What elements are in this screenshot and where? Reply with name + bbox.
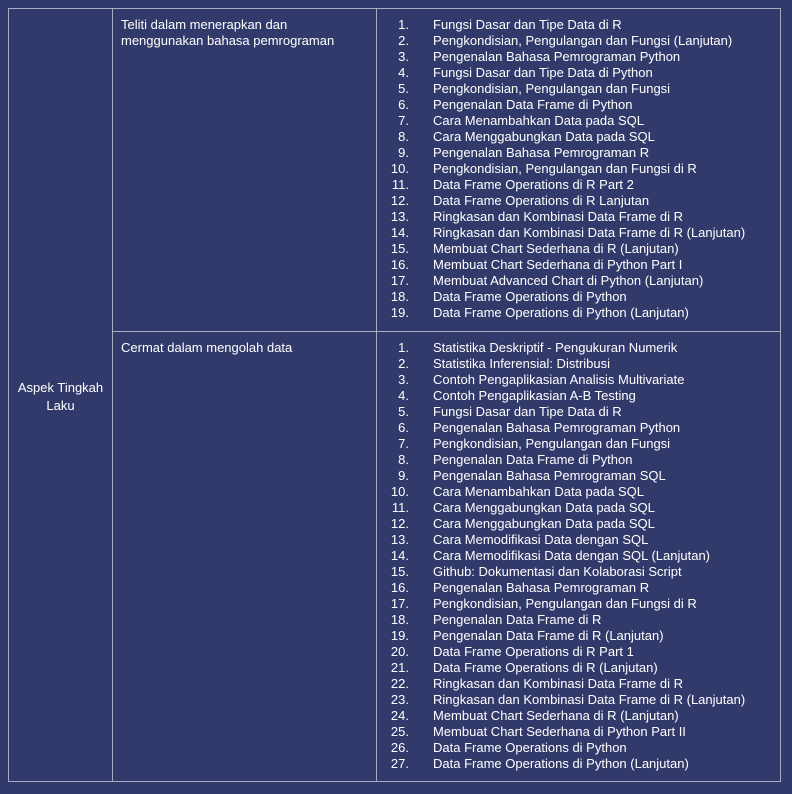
competency-table [8,8,781,782]
list-item-number: 15. [390,564,409,579]
list-item-text: Pengenalan Data Frame di R (Lanjutan) [433,628,664,643]
list-item-number: 9. [398,145,409,160]
list-item [377,644,780,660]
list-item [377,580,780,596]
list-item [377,532,780,548]
list-item-text: Data Frame Operations di Python [433,289,627,304]
list-item [377,404,780,420]
list-item-number: 7. [398,436,409,451]
list-item-number: 23. [390,692,409,707]
list-item-text: Ringkasan dan Kombinasi Data Frame di R [433,209,684,224]
list-item-text: Data Frame Operations di R Part 2 [433,177,634,192]
list-item-number: 8. [398,452,409,467]
list-item-number: 27. [390,756,409,771]
list-item [377,388,780,404]
list-item-text: Data Frame Operations di R Part 1 [433,644,634,659]
list-item-text: Data Frame Operations di Python (Lanjutan) [433,305,689,320]
list-item-text: Pengenalan Data Frame di Python [433,97,633,112]
list-item-text: Cara Memodifikasi Data dengan SQL [433,532,649,547]
list-item-text: Cara Menggabungkan Data pada SQL [433,129,655,144]
list-item-text: Github: Dokumentasi dan Kolaborasi Script [433,564,682,579]
list-item-number: 14. [390,225,409,240]
list-item-text: Pengenalan Data Frame di Python [433,452,633,467]
list-item [377,81,780,97]
list-item [377,209,780,225]
list-item-number: 16. [390,580,409,595]
list-item [377,145,780,161]
list-item-number: 9. [398,468,409,483]
list-item-number: 10. [390,161,409,176]
list-item-text: Data Frame Operations di R Lanjutan [433,193,650,208]
list-item-text: Pengkondisian, Pengulangan dan Fungsi [433,436,671,451]
list-item-number: 18. [390,289,409,304]
list-item-text: Cara Menambahkan Data pada SQL [433,113,645,128]
list-item [377,660,780,676]
list-item-text: Membuat Chart Sederhana di R (Lanjutan) [433,241,679,256]
list-item-text: Statistika Inferensial: Distribusi [433,356,611,371]
topic-list [377,9,780,331]
list-item-text: Pengenalan Bahasa Pemrograman R [433,580,650,595]
list-item [377,708,780,724]
table-row [113,332,780,781]
list-item-text: Data Frame Operations di R (Lanjutan) [433,660,658,675]
list-item-text: Ringkasan dan Kombinasi Data Frame di R (Lanjutan) [433,225,746,240]
list-item-number: 12. [390,516,409,531]
list-item-number: 25. [390,724,409,739]
list-item [377,516,780,532]
list-item-number: 1. [398,340,409,355]
list-item-text: Pengkondisian, Pengulangan dan Fungsi [433,81,671,96]
list-item-number: 7. [398,113,409,128]
list-item-number: 13. [390,209,409,224]
list-item-text: Membuat Chart Sederhana di Python Part I [433,257,683,272]
list-item-number: 5. [398,81,409,96]
list-item-number: 19. [390,305,409,320]
list-item-number: 5. [398,404,409,419]
list-item-text: Data Frame Operations di Python (Lanjutan) [433,756,689,771]
list-item-number: 8. [398,129,409,144]
list-item-number: 24. [390,708,409,723]
list-item-number: 19. [390,628,409,643]
list-item-number: 1. [398,17,409,32]
list-item [377,273,780,289]
list-item [377,372,780,388]
list-item-number: 6. [398,420,409,435]
list-item-text: Cara Memodifikasi Data dengan SQL (Lanjutan) [433,548,710,563]
list-item-number: 3. [398,49,409,64]
list-item [377,161,780,177]
list-item [377,305,780,321]
list-item [377,612,780,628]
list-item [377,257,780,273]
list-item-number: 15. [390,241,409,256]
list-item [377,65,780,81]
list-item-number: 17. [390,273,409,288]
list-item [377,129,780,145]
list-item [377,628,780,644]
list-item-text: Contoh Pengaplikasian Analisis Multivariate [433,372,685,387]
list-item [377,484,780,500]
list-item-text: Pengkondisian, Pengulangan dan Fungsi di R [433,596,697,611]
list-item-number: 4. [398,388,409,403]
criteria-cell: Teliti dalam menerapkan dan menggunakan bahasa pemrograman [113,9,377,331]
list-item-text: Pengkondisian, Pengulangan dan Fungsi di R [433,161,697,176]
list-item-text: Fungsi Dasar dan Tipe Data di R [433,404,622,419]
list-item [377,692,780,708]
list-item-number: 6. [398,97,409,112]
list-item [377,548,780,564]
list-item [377,177,780,193]
table-row [113,9,780,332]
list-item [377,356,780,372]
list-item-number: 11. [391,500,409,515]
list-item-text: Membuat Chart Sederhana di R (Lanjutan) [433,708,679,723]
list-item [377,468,780,484]
list-item-number: 18. [390,612,409,627]
list-item [377,193,780,209]
list-item-text: Pengenalan Bahasa Pemrograman Python [433,49,681,64]
list-item-text: Ringkasan dan Kombinasi Data Frame di R (Lanjutan) [433,692,746,707]
list-item-text: Membuat Advanced Chart di Python (Lanjutan) [433,273,704,288]
list-item-text: Fungsi Dasar dan Tipe Data di R [433,17,622,32]
list-item-text: Cara Menggabungkan Data pada SQL [433,516,655,531]
list-item [377,97,780,113]
list-item [377,17,780,33]
list-item [377,596,780,612]
list-item [377,676,780,692]
list-item-text: Cara Menambahkan Data pada SQL [433,484,645,499]
list-item [377,241,780,257]
list-item-number: 13. [390,532,409,547]
topic-list [377,332,780,781]
list-item-text: Statistika Deskriptif - Pengukuran Numerik [433,340,678,355]
list-item [377,49,780,65]
list-item-text: Ringkasan dan Kombinasi Data Frame di R [433,676,684,691]
list-item [377,756,780,772]
list-item [377,436,780,452]
list-item [377,225,780,241]
list-item-number: 21. [390,660,409,675]
list-item-number: 26. [390,740,409,755]
list-item [377,33,780,49]
criteria-cell: Cermat dalam mengolah data [113,332,377,781]
list-item [377,724,780,740]
list-item-number: 22. [390,676,409,691]
list-item [377,740,780,756]
list-item-text: Pengenalan Bahasa Pemrograman SQL [433,468,666,483]
list-item-number: 16. [390,257,409,272]
list-item-number: 11. [391,177,409,192]
list-item-number: 17. [390,596,409,611]
list-item-number: 10. [390,484,409,499]
aspect-cell [9,9,113,781]
list-item [377,113,780,129]
list-item [377,420,780,436]
list-item-number: 4. [398,65,409,80]
aspect-label: Aspek Tingkah Laku [17,380,104,413]
list-item-text: Pengenalan Data Frame di R [433,612,602,627]
list-item-text: Pengkondisian, Pengulangan dan Fungsi (Lanjutan) [433,33,733,48]
list-item-number: 2. [398,356,409,371]
list-item [377,500,780,516]
list-item-text: Data Frame Operations di Python [433,740,627,755]
list-item-number: 14. [390,548,409,563]
list-item-number: 3. [398,372,409,387]
list-item-number: 20. [390,644,409,659]
list-item-text: Fungsi Dasar dan Tipe Data di Python [433,65,653,80]
list-item-number: 12. [390,193,409,208]
list-item-text: Membuat Chart Sederhana di Python Part II [433,724,686,739]
list-item-number: 2. [398,33,409,48]
list-item [377,452,780,468]
list-item-text: Pengenalan Bahasa Pemrograman R [433,145,650,160]
list-item [377,564,780,580]
list-item [377,289,780,305]
list-item [377,340,780,356]
list-item-text: Pengenalan Bahasa Pemrograman Python [433,420,681,435]
list-item-text: Contoh Pengaplikasian A-B Testing [433,388,636,403]
list-item-text: Cara Menggabungkan Data pada SQL [433,500,655,515]
